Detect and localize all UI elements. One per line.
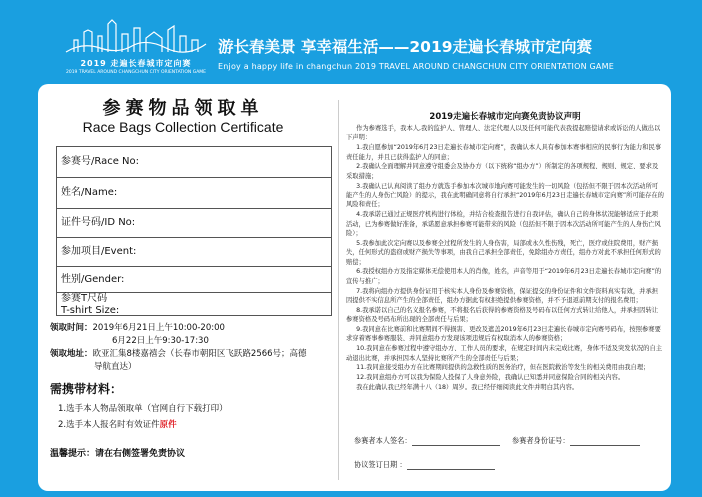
- disclaimer-title: 2019走遍长春城市定向赛免责协议声明: [429, 112, 581, 122]
- gender-field[interactable]: [57, 267, 331, 293]
- disclaimer-clause: 10.我同意在参赛过程中遵守组办方、工作人员的要求，在规定时间内未完成比赛，身体不适及突发状况的自主动退出比赛，并承担因本人坚持比赛所产生的全部责任与后果；: [346, 345, 663, 362]
- race-no-label: 参赛号/Race No:: [61, 156, 140, 167]
- collection-certificate: [38, 84, 338, 491]
- collection-place: [50, 348, 334, 374]
- disclaimer-agreement: [344, 84, 666, 491]
- disclaimer-clause: 4.我承诺已通过正规医疗机构进行体检，并结合检查报告进行自我评估，确认自己的身体状况能够适应于此项活动，已为参赛做好准备，承诺愿意承担参赛可能带来的风险（包括但不限于因本次活动所可能产生的人身伤亡风险）；: [346, 211, 661, 238]
- collection-place-label: 领取地址：: [50, 349, 93, 359]
- event-label: 参加项目/Event:: [61, 246, 137, 257]
- signing-date-field[interactable]: [354, 460, 495, 470]
- collection-time-line1: 2019年6月21日上午10:00-20:00: [92, 323, 225, 333]
- name-label: 姓名/Name:: [61, 187, 118, 198]
- collection-time-label: 领取时间：: [50, 323, 93, 333]
- disclaimer-body: [346, 124, 664, 393]
- original-document-highlight: 原件: [159, 420, 177, 430]
- required-material-2: [58, 418, 177, 430]
- signature-field[interactable]: [354, 436, 500, 446]
- disclaimer-clause: 7.我将向组办方提供身份证用于核实本人身份及参赛资格，保证提交的身份证件和文件资料真实有效，并承担因提供不实信息所产生的全部责任，组办方据此有权拒绝提供参赛资格，并不予退返前期支付的报名费用；: [346, 287, 659, 305]
- gender-label: 性别/Gender:: [61, 273, 125, 285]
- certificate-title-en: Race Bags Collection Certificate: [82, 119, 284, 135]
- header: [0, 0, 702, 84]
- collection-time-line2: 6月22日上午9:30-17:30: [112, 336, 209, 346]
- collection-place-line2: 导航直达）: [94, 362, 137, 372]
- collection-time: [50, 322, 334, 348]
- required-material-1: 1.选手本人物品领取单（官网自行下载打印）: [58, 404, 228, 414]
- disclaimer-clause: 12.我同意组办方可以我为保险人投保了人身意外险，我确认已知悉并同意保险合同的相关内容。: [356, 374, 625, 382]
- disclaimer-clause: 11.我同意接受组办方在比赛期间提供的急救性质的医务治疗，但在医院救治等发生的相关费用由我自理；: [356, 364, 650, 372]
- id-number-field[interactable]: [512, 436, 640, 446]
- disclaimer-clause: 5.我参加此次定向赛以及参赛全过程所发生的人身伤害，局部或永久性伤残，死亡，医疗或住院费用，财产损失，任何形式的盗窃或财产损失等事项，由我自己承担全部责任，免除组办方责任，组办方对此不承担任何形式的赔偿；: [346, 239, 661, 266]
- slogan-cn: 游长春美景 享幸福生活——2019走遍长春城市定向赛: [218, 38, 593, 56]
- signature-label: 参赛者本人签名：: [354, 436, 412, 445]
- disclaimer-clause: 8.我承诺以自己的名义报名参赛，不将报名后获得的参赛资格及号码布以任何方式转让给他人，并承担因转让参赛资格及号码布所出现的全部责任与后果；: [346, 306, 659, 324]
- signing-date-line[interactable]: [407, 469, 495, 470]
- certificate-card: [38, 84, 671, 491]
- disclaimer-clause: 9.我同意在比赛前和比赛期间不得损害、更改及遮盖2019年6月23日走遍长春城市定向赛号码布，按照参赛要求穿着赛事参赛服装、并同意组办方发现该项违规后有权取消本人的参赛资格；: [346, 326, 661, 343]
- signature-line[interactable]: [412, 445, 500, 446]
- collection-form: [56, 146, 332, 316]
- column-divider: [338, 100, 339, 480]
- disclaimer-clause: 6.我授权组办方及指定媒体无偿使用本人的肖像，姓名，声音等用于“2019年6月23日走遍长春城市定向赛”的宣传与推广；: [346, 268, 662, 285]
- event-logo: [52, 18, 220, 80]
- certificate-title-cn: 参赛物品领取单: [102, 98, 264, 119]
- disclaimer-clause: 2.我确认全面理解并同意遵守组委会及协办方（以下统称“组办方”）所制定的各项规程、规则、规定、要求及采取措施；: [346, 163, 659, 180]
- logo-text-en: 2019 TRAVEL AROUND CHANGCHUN CITY ORIENTATION GAME: [65, 70, 207, 75]
- tshirt-size-field[interactable]: [57, 293, 331, 317]
- tshirt-size-label-en: T-shirt Size:: [61, 305, 120, 316]
- name-field[interactable]: [57, 178, 331, 209]
- required-material-2-text: 2.选手本人报名时有效证件: [58, 420, 160, 430]
- signing-date-label: 协议签订日期 ：: [354, 460, 407, 469]
- disclaimer-closing: 我在此确认我已经年满十八（18）周岁。我已经仔细阅读此文件并明白其内容。: [356, 384, 579, 392]
- event-field[interactable]: [57, 238, 331, 267]
- id-no-label: 证件号码/ID No:: [61, 217, 136, 228]
- logo-text-cn: 2019 走遍长春城市定向赛: [80, 59, 192, 68]
- id-number-line[interactable]: [570, 445, 640, 446]
- required-materials-title: 需携带材料：: [50, 382, 123, 396]
- race-no-field[interactable]: [57, 147, 331, 178]
- slogan-en: Enjoy a happy life in changchun 2019 TRAVEL AROUND CHANGCHUN CITY ORIENTATION GAME: [218, 62, 614, 71]
- disclaimer-clause: 3.我确认已认真阅读了组办方就选手参加本次城市地向赛可能发生的一切风险（包括但不限于因本次活动所可能产生的人身伤亡风险）的提示，我在此明确同意将自行承担“2019年6月23日走遍长春城市定向赛”所可能存在的风险和责任；: [346, 182, 664, 209]
- disclaimer-clause: 1.我自愿参加“2019年6月23日走遍长春城市定向赛”，我确认本人具有参加本赛事相应的民事行为能力和民事责任能力，并且已获得监护人的同意；: [346, 144, 662, 161]
- id-number-label: 参赛者身份证号：: [512, 436, 570, 445]
- changchun-skyline-logo-icon: [62, 18, 210, 58]
- collection-place-line1: 欧亚汇集8楼嘉禧会（长春市朝阳区飞跃路2566号；高德: [92, 349, 307, 359]
- reminder-tip: 温馨提示：请在右侧签署免责协议: [50, 449, 186, 459]
- disclaimer-intro: 作为参赛选手，我本人,我的监护人、管理人、法定代理人以及任何可能代表我提起赔偿请求或诉讼的人做出以下声明：: [346, 125, 661, 142]
- id-no-field[interactable]: [57, 209, 331, 238]
- tshirt-size-label-cn: 参赛T尺码: [61, 293, 108, 304]
